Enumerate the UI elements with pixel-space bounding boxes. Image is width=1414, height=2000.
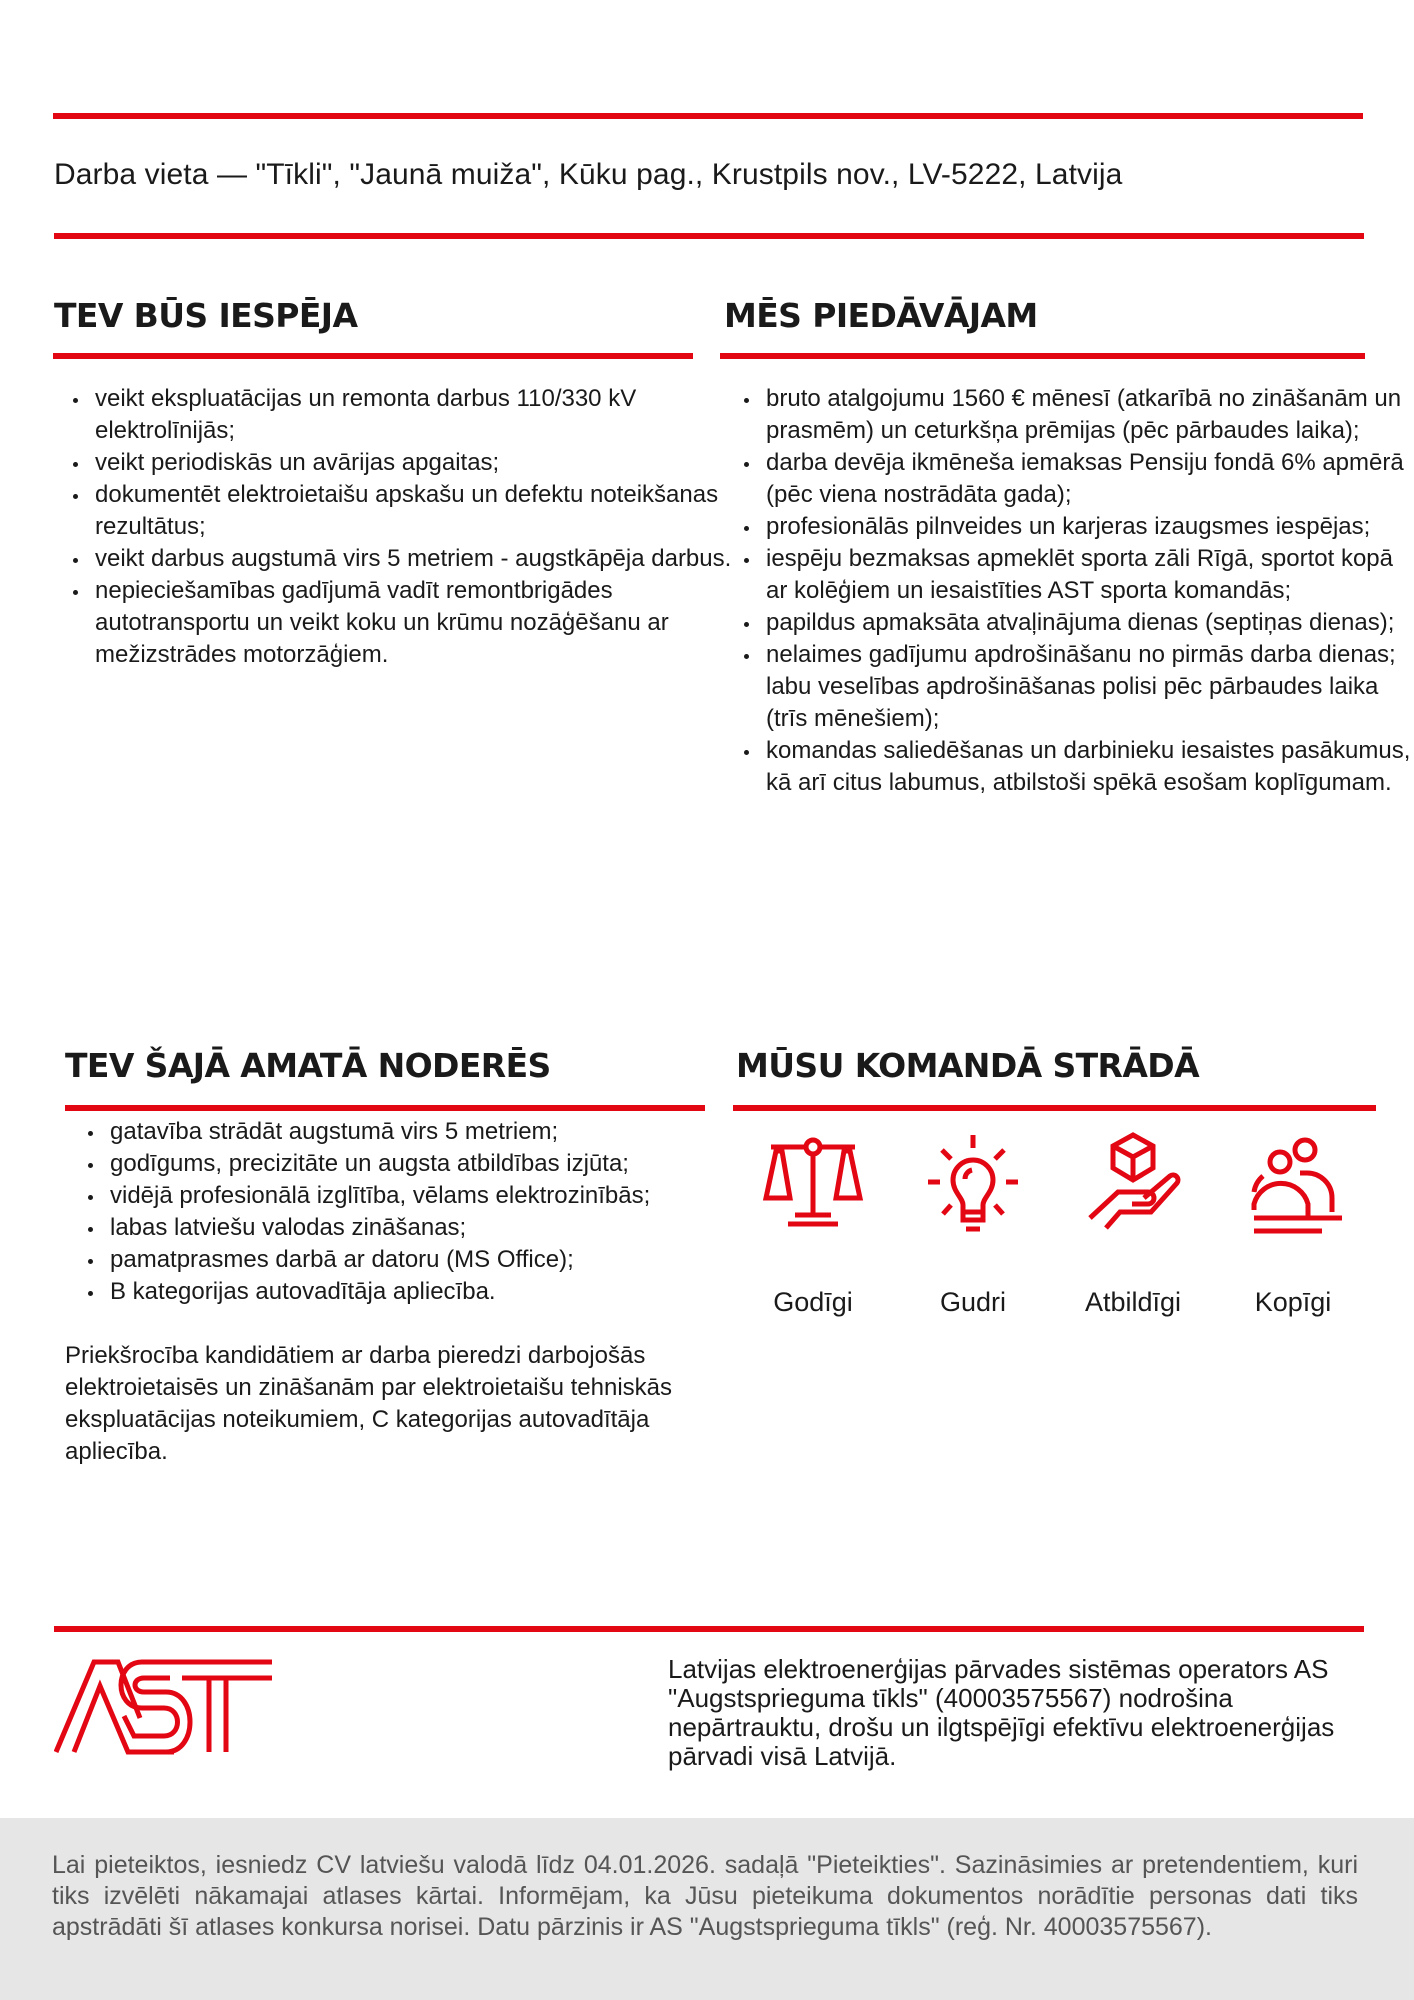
hand-box-icon — [1078, 1130, 1188, 1240]
list-item: komandas saliedēšanas un darbinieku iesaistes pasākumus, kā arī citus labumus, atbilstoši spēkā esošam koplīgumam. — [766, 735, 1414, 799]
list-item: B kategorijas autovadītāja apliecība. — [110, 1276, 770, 1308]
section-rule — [733, 1105, 1376, 1111]
list-item: nelaimes gadījumu apdrošināšanu no pirmās darba dienas; labu veselības apdrošināšanas polisi pēc pārbaudes laika (trīs mēnešiem); — [766, 639, 1414, 735]
opportunities-list — [53, 383, 735, 671]
value-label: Kopīgi — [1254, 1287, 1332, 1317]
section-title: MŪSU KOMANDĀ STRĀDĀ — [736, 1046, 1200, 1085]
ast-logo — [54, 1658, 274, 1763]
list-item: veikt ekspluatācijas un remonta darbus 110/330 kV elektrolīnijās; — [95, 383, 735, 447]
value-smart — [893, 1130, 1053, 1317]
value-responsible — [1053, 1130, 1213, 1317]
section-title: TEV ŠAJĀ AMATĀ NODERĒS — [65, 1046, 551, 1085]
section-rule — [53, 353, 693, 359]
values-row — [733, 1130, 1373, 1330]
section-rule — [720, 353, 1365, 359]
list-item: godīgums, precizitāte un augsta atbildības izjūta; — [110, 1148, 770, 1180]
section-title: TEV BŪS IESPĒJA — [54, 296, 358, 335]
work-location: Darba vieta — "Tīkli", "Jaunā muiža", Kūku pag., Krustpils nov., LV-5222, Latvija — [54, 158, 1123, 191]
ast-logo-icon — [54, 1658, 274, 1758]
list-item: gatavība strādāt augstumā virs 5 metriem; — [110, 1116, 770, 1148]
value-label: Gudri — [939, 1287, 1007, 1317]
value-together — [1213, 1130, 1373, 1317]
lightbulb-icon — [918, 1130, 1028, 1240]
list-item: pamatprasmes darbā ar datoru (MS Office); — [110, 1244, 770, 1276]
company-rule — [54, 1626, 1364, 1632]
requirements-list — [68, 1116, 770, 1308]
list-item: bruto atalgojumu 1560 € mēnesī (atkarībā no zināšanām un prasmēm) un ceturkšņa prēmijas (pēc pārbaudes laika); — [766, 383, 1414, 447]
top-rule — [53, 113, 1363, 119]
list-item: veikt darbus augstumā virs 5 metriem - augstkāpēja darbus. — [95, 543, 735, 575]
value-honest — [733, 1130, 893, 1317]
people-icon — [1238, 1130, 1348, 1240]
list-item: iespēju bezmaksas apmeklēt sporta zāli Rīgā, sportot kopā ar kolēģiem un iesaistīties AST sporta komandās; — [766, 543, 1414, 607]
location-rule — [54, 233, 1364, 239]
scales-icon — [758, 1130, 868, 1240]
application-instructions: Lai pieteiktos, iesniedz CV latviešu valodā līdz 04.01.2026. sadaļā "Pieteikties". Sazināsimies ar pretendentiem, kuri tiks izvēlēti nākamajai atlases kārtai. Informējam, ka Jūsu pieteikuma dokumentos norādītie personas dati tiks apstrādāti šī atlases konkursa norisei. Datu pārzinis ir AS "Augstsprieguma tīkls" (reģ. Nr. 40003575567). — [52, 1851, 1358, 1941]
company-about: Latvijas elektroenerģijas pārvades sistēmas operators AS "Augstsprieguma tīkls" (40003575567) nodrošina nepārtrauktu, drošu un ilgtspējīgi efektīvu elektroenerģijas pārvadi visā Latvijā. — [668, 1654, 1335, 1771]
value-label: Atbildīgi — [1084, 1287, 1182, 1317]
list-item: nepieciešamības gadījumā vadīt remontbrigādes autotransportu un veikt koku un krūmu nozāģēšanu ar mežizstrādes motorzāģiem. — [95, 575, 735, 671]
section-title: MĒS PIEDĀVĀJAM — [724, 296, 1038, 335]
list-item: vidējā profesionālā izglītība, vēlams elektrozinībās; — [110, 1180, 770, 1212]
list-item: labas latviešu valodas zināšanas; — [110, 1212, 770, 1244]
list-item: profesionālās pilnveides un karjeras izaugsmes iespējas; — [766, 511, 1414, 543]
offer-list — [724, 383, 1414, 799]
list-item: dokumentēt elektroietaišu apskašu un defektu noteikšanas rezultātus; — [95, 479, 735, 543]
advantage-text: Priekšrocība kandidātiem ar darba pieredzi darbojošās elektroietaisēs un zināšanām par elektroietaišu tehniskās ekspluatācijas noteikumiem, C kategorijas autovadītāja apliecība. — [65, 1342, 672, 1465]
list-item: papildus apmaksāta atvaļinājuma dienas (septiņas dienas); — [766, 607, 1414, 639]
list-item: darba devēja ikmēneša iemaksas Pensiju fondā 6% apmērā (pēc viena nostrādāta gada); — [766, 447, 1414, 511]
list-item: veikt periodiskās un avārijas apgaitas; — [95, 447, 735, 479]
section-rule — [65, 1105, 705, 1111]
value-label: Godīgi — [773, 1287, 853, 1317]
application-footer — [0, 1818, 1414, 2000]
